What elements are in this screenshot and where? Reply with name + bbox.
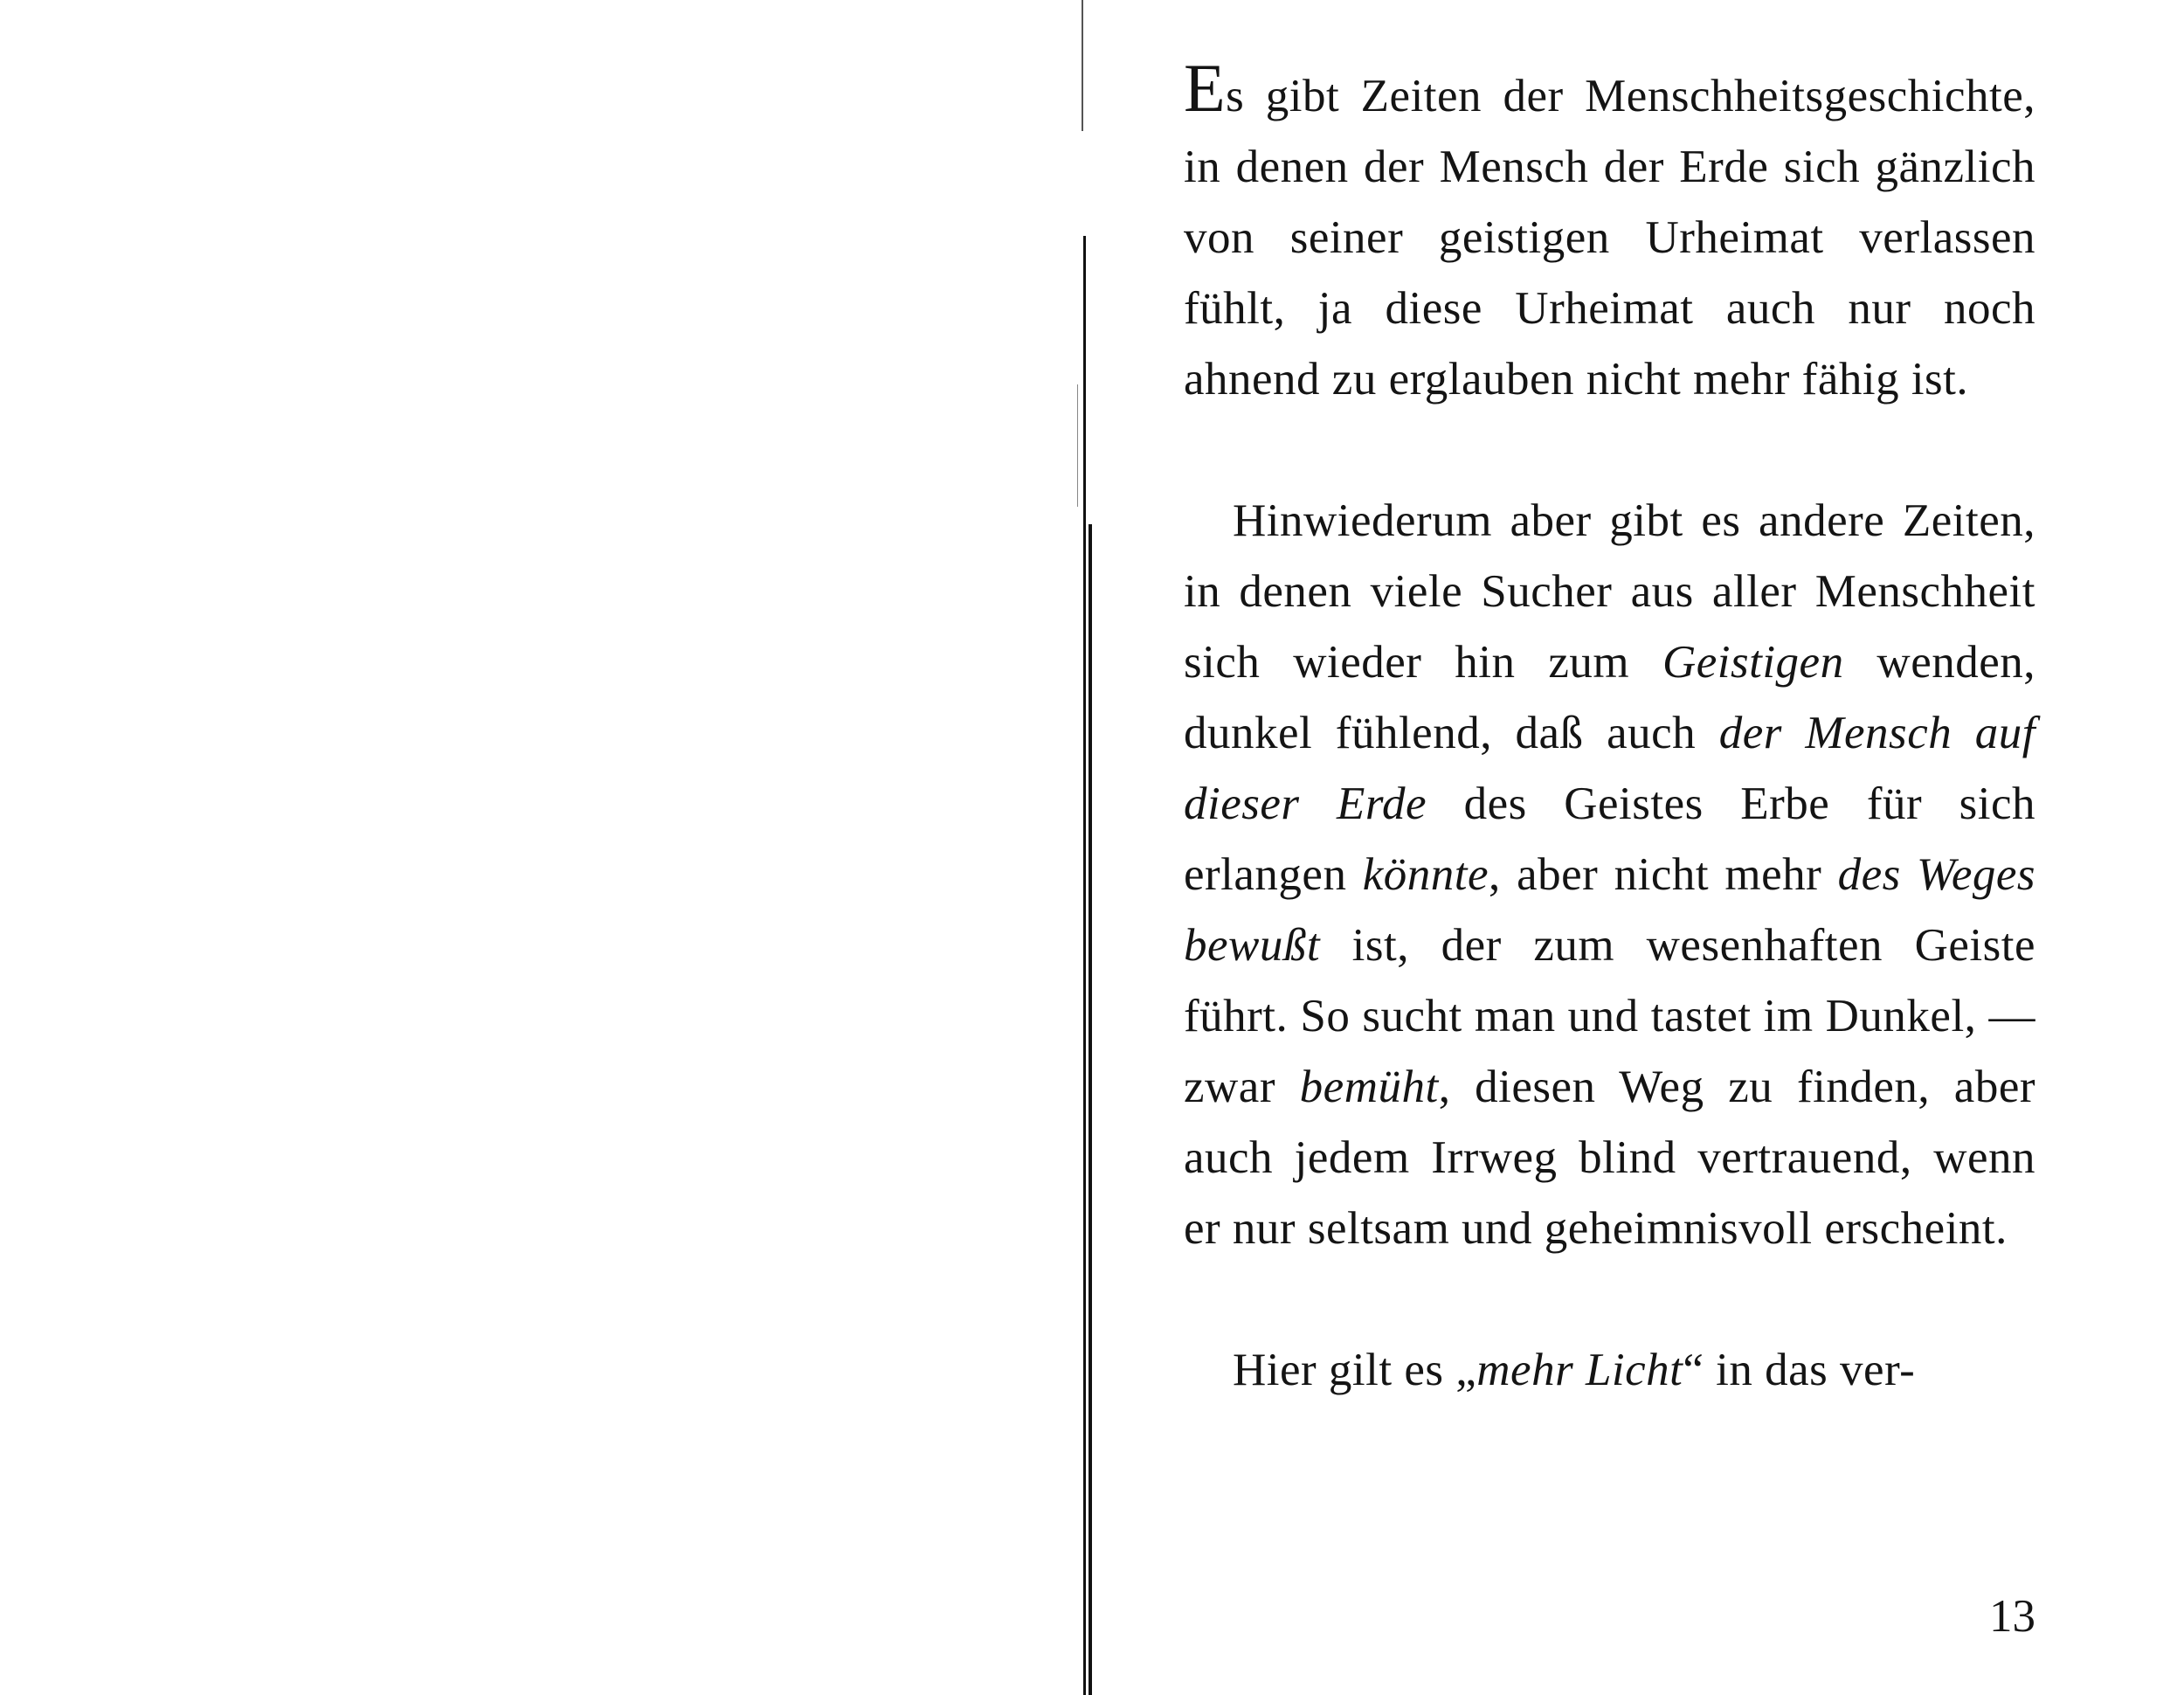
paragraph-2-text: des Geistes Erbe für sich erlangen xyxy=(1184,778,2035,900)
emphasis-text: könnte xyxy=(1362,849,1489,900)
paragraph-3-text: “ in das ver- xyxy=(1683,1345,1916,1395)
left-page-blank xyxy=(0,0,1083,1695)
paragraph-1-text: s gibt Zeiten der Menschheitsgeschichte, in denen der Mensch der Erde sich gänzlich von seiner geistigen Urheimat verlassen fühlt, ja diese Urheimat auch nur noch ahnend zu erglauben nicht mehr fähig ist. xyxy=(1184,71,2035,405)
emphasis-text: mehr Licht xyxy=(1476,1345,1683,1395)
paragraph-2-text: wenden, dunkel fühlend, daß auch xyxy=(1184,637,2036,758)
paragraph-2-text: Hinwiederum aber gibt es andere Zeiten, in denen viele Sucher aus aller Menschheit sich wieder hin zum xyxy=(1184,495,2035,688)
body-text xyxy=(1184,50,2036,1406)
drop-cap: E xyxy=(1184,50,1227,126)
binding-gutter-line xyxy=(1082,0,1083,131)
emphasis-text: bemüht xyxy=(1299,1062,1439,1112)
emphasis-text: Geistigen xyxy=(1662,637,1844,688)
paragraph-2 xyxy=(1184,486,2035,1264)
page-number: 13 xyxy=(1989,1591,2035,1642)
paragraph-3 xyxy=(1184,1335,2035,1406)
paragraph-2-text: ist, der zum wesenhaften Geiste führt. So sucht man und tastet im Dunkel, — zwar xyxy=(1184,920,2035,1112)
paragraph-2-text: , diesen Weg zu finden, aber auch jedem Irrweg blind vertrauend, wenn er nur seltsam und geheimnisvoll erscheint. xyxy=(1184,1062,2035,1254)
binding-gutter-line xyxy=(1077,384,1078,507)
paragraph-3-text: Hier gilt es „ xyxy=(1233,1345,1477,1395)
paragraph-2-text: , aber nicht mehr xyxy=(1489,849,1838,900)
paragraph-1 xyxy=(1184,50,2035,415)
binding-gutter-line xyxy=(1083,236,1086,1695)
emphasis-text: des Weges bewußt xyxy=(1184,849,2036,971)
emphasis-text: der Mensch auf dieser Erde xyxy=(1184,708,2035,829)
